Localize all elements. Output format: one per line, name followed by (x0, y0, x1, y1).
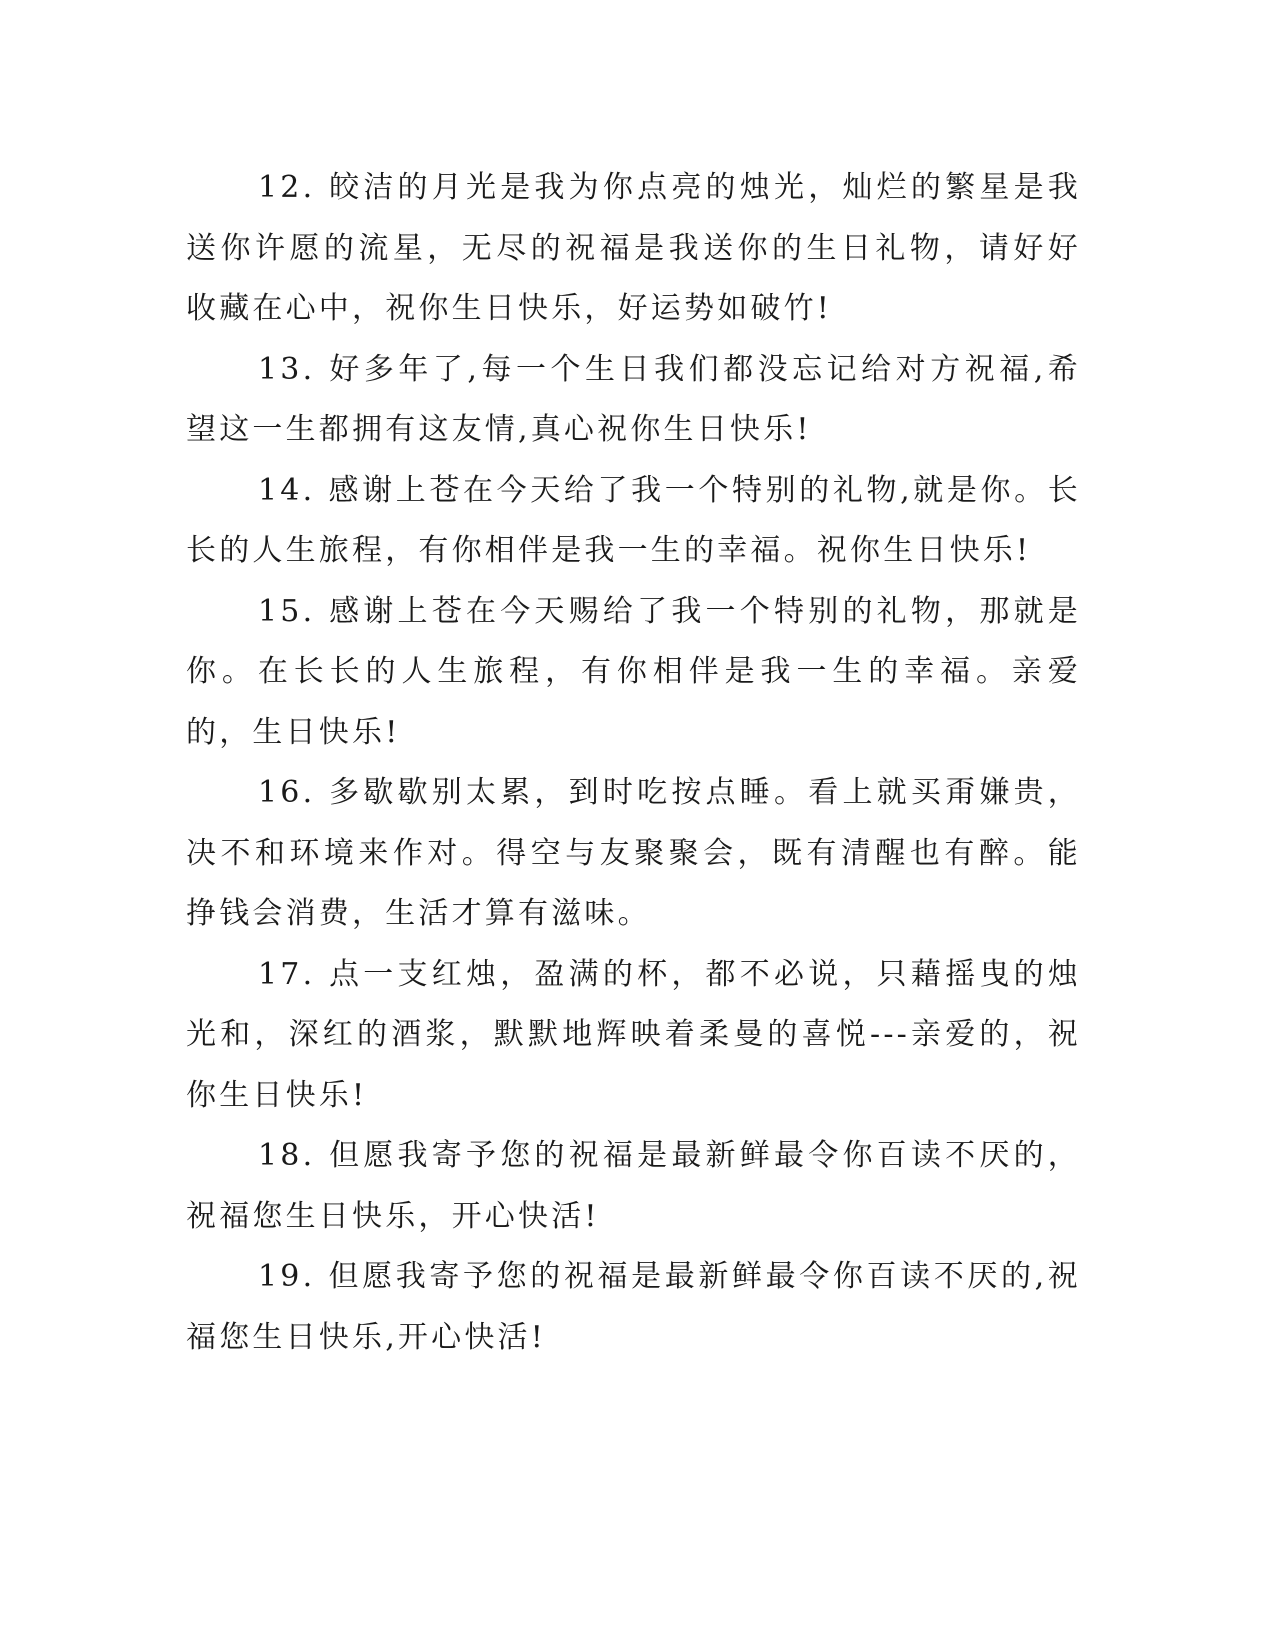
paragraph-13: 13. 好多年了,每一个生日我们都没忘记给对方祝福,希望这一生都拥有这友情,真心祝你生日快乐! (186, 351, 1081, 447)
paragraph-15: 15. 感谢上苍在今天赐给了我一个特别的礼物，那就是你。在长长的人生旅程，有你相伴是我一生的幸福。亲爱的，生日快乐! (186, 593, 1081, 750)
document-body (186, 158, 1081, 1368)
paragraph-16: 16. 多歇歇别太累，到时吃按点睡。看上就买甭嫌贵，决不和环境来作对。得空与友聚聚会，既有清醒也有醉。能挣钱会消费，生活才算有滋味。 (186, 775, 1081, 931)
paragraph-12: 12. 皎洁的月光是我为你点亮的烛光，灿烂的繁星是我送你许愿的流星，无尽的祝福是我送你的生日礼物，请好好收藏在心中，祝你生日快乐，好运势如破竹! (186, 170, 1081, 326)
paragraph-19: 19. 但愿我寄予您的祝福是最新鲜最令你百读不厌的,祝福您生日快乐,开心快活! (186, 1259, 1081, 1355)
paragraph-14: 14. 感谢上苍在今天给了我一个特别的礼物,就是你。长长的人生旅程，有你相伴是我一生的幸福。祝你生日快乐! (186, 472, 1081, 568)
paragraph-17: 17. 点一支红烛，盈满的杯，都不必说，只藉摇曳的烛光和，深红的酒浆，默默地辉映着柔曼的喜悦---亲爱的，祝你生日快乐! (186, 956, 1081, 1113)
paragraph-18: 18. 但愿我寄予您的祝福是最新鲜最令你百读不厌的，祝福您生日快乐，开心快活! (186, 1138, 1081, 1234)
